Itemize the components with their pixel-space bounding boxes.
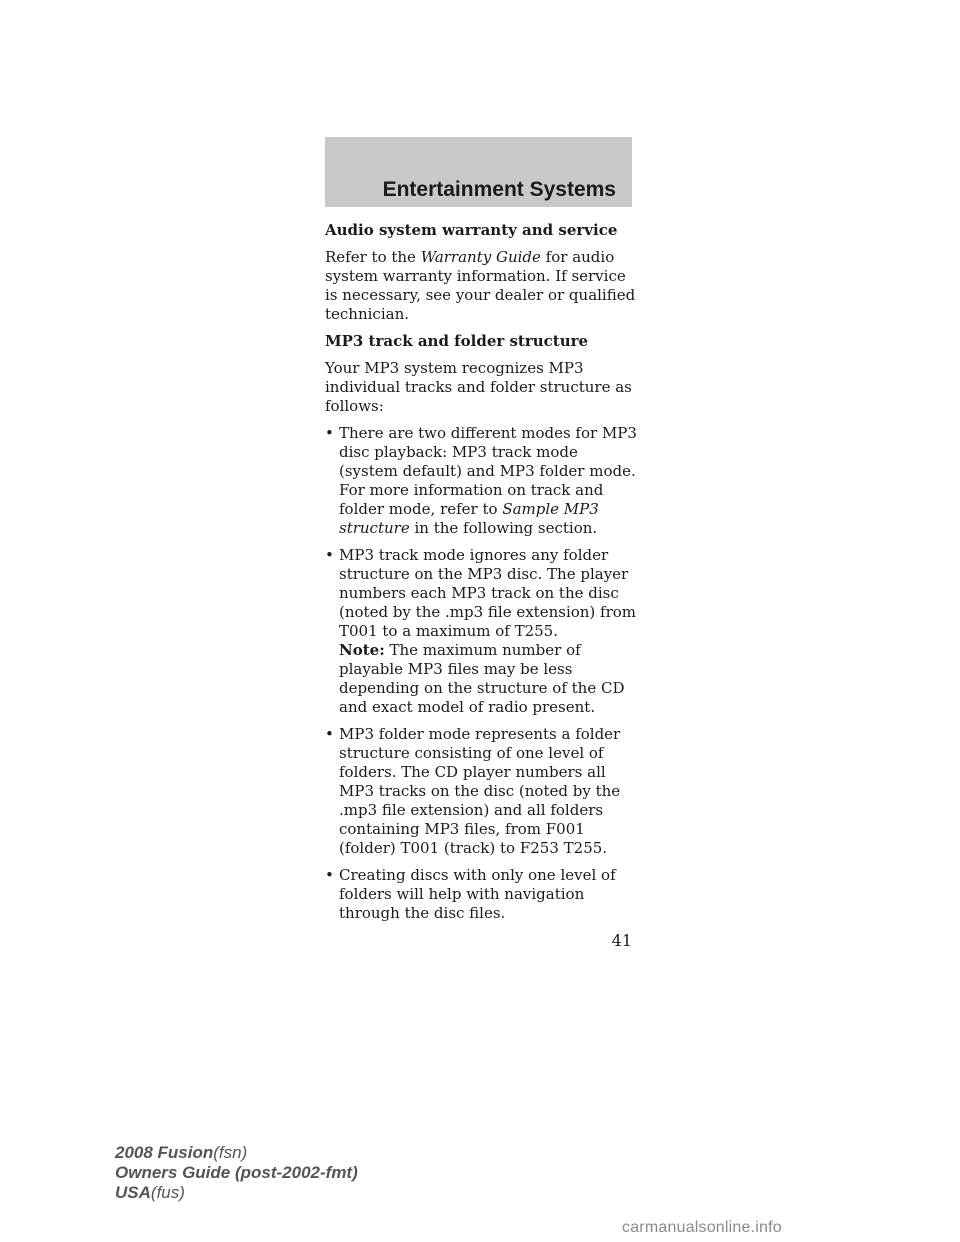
list-item — [325, 866, 637, 923]
section-header-band — [325, 137, 632, 207]
footer-model-code: (fsn) — [213, 1143, 248, 1162]
note-text: The maximum number of playable MP3 files may be less depending on the structure of the CD and exact model of radio present. — [339, 641, 625, 716]
footer-region: USA — [115, 1183, 151, 1202]
list-item — [325, 546, 637, 717]
page-content — [325, 221, 637, 931]
footer-line-model — [115, 1143, 358, 1163]
sample-structure-reference: Sample MP3 structure — [339, 500, 599, 537]
bullet-text: There are two different modes for MP3 disc playback: MP3 track mode (system default) and MP3 folder mode. For more information on track and folder mode, refer to — [339, 424, 637, 518]
heading-audio-warranty: Audio system warranty and service — [325, 221, 618, 239]
bullet-icon: • — [325, 725, 334, 743]
page-number: 41 — [611, 931, 632, 950]
watermark-text: carmanualsonline.info — [622, 1219, 782, 1236]
footer-region-code: (fus) — [150, 1183, 185, 1202]
warranty-text-after: for audio system warranty information. If service is necessary, see your dealer or qualified technician. — [325, 248, 636, 323]
document-footer — [115, 1143, 358, 1203]
bullet-icon: • — [325, 866, 334, 884]
bullet-text: MP3 folder mode represents a folder structure consisting of one level of folders. The CD player numbers all MP3 tracks on the disc (noted by the .mp3 file extension) and all folders containing MP3 files, from F001 (folder) T001 (track) to F253 T255. — [339, 725, 621, 857]
heading-mp3-structure: MP3 track and folder structure — [325, 332, 589, 350]
bullet-text: MP3 track mode ignores any folder structure on the MP3 disc. The player numbers each MP3 track on the disc (noted by the .mp3 file extension) from T001 to a maximum of T255. — [339, 546, 637, 640]
list-item — [325, 725, 637, 858]
paragraph-mp3-intro: Your MP3 system recognizes MP3 individual tracks and folder structure as follows: — [325, 359, 632, 415]
bullet-text-after: in the following section. — [409, 519, 598, 537]
bullet-list — [325, 424, 637, 923]
bullet-icon: • — [325, 424, 334, 442]
bullet-text: Creating discs with only one level of folders will help with navigation through the disc files. — [339, 866, 616, 922]
footer-line-region — [115, 1183, 358, 1203]
paragraph-warranty — [325, 248, 637, 324]
note-label: Note: — [339, 641, 385, 659]
list-item — [325, 424, 637, 538]
bullet-icon: • — [325, 546, 334, 564]
footer-line-guide — [115, 1163, 358, 1183]
footer-model: 2008 Fusion — [115, 1143, 214, 1162]
section-title: Entertainment Systems — [382, 178, 616, 201]
footer-guide: Owners Guide (post-2002-fmt) — [115, 1163, 358, 1182]
warranty-text-before: Refer to the — [325, 248, 421, 266]
warranty-guide-reference: Warranty Guide — [420, 248, 541, 266]
